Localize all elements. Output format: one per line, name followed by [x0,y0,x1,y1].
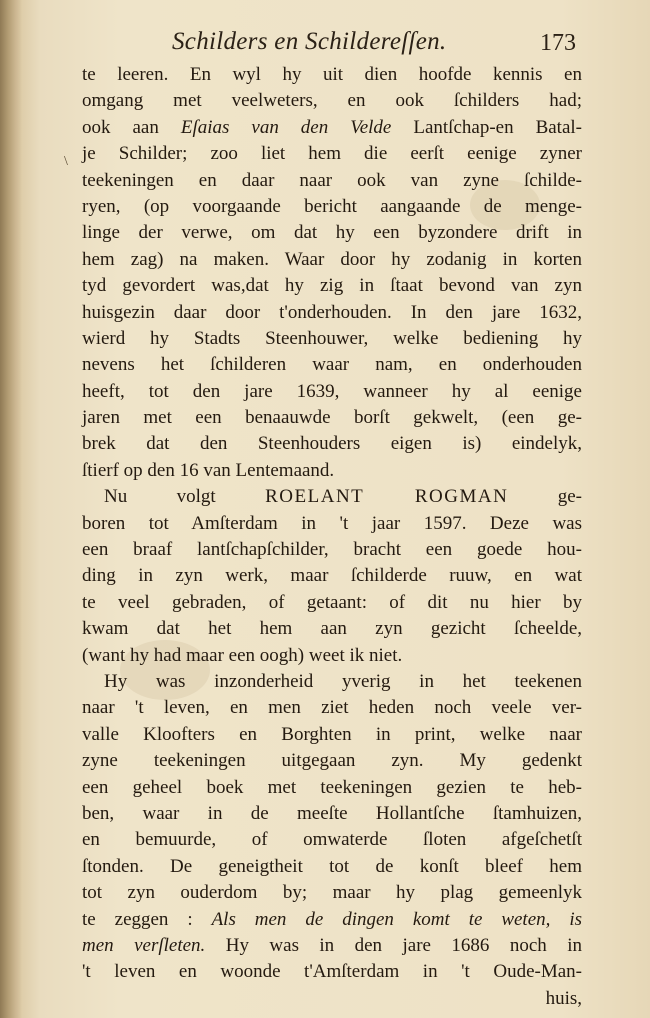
text-line [82,273,582,299]
text-run: en bemuurde, of omwaterde ſloten afgeſchetſt [82,829,582,851]
text-line [82,88,582,114]
text-run: linge der verwe, om dat hy een byzondere drift in [82,222,582,244]
text-run: brek dat den Steenhouders eigen is) eindelyk, [82,433,582,455]
italic-text-run: men verſleten. [82,934,206,956]
text-run: heeft, tot den jare 1639, wanneer hy al eenige [82,380,582,402]
text-line [82,563,582,589]
page-number: 173 [540,30,576,56]
text-run: te veel gebraden, of getaant: of dit nu hier by [82,591,582,613]
text-run: nevens het ſchilderen waar nam, en onderhouden [82,354,582,376]
text-run: Hy was in den jare 1686 noch in [205,934,582,956]
text-line [82,379,582,405]
text-run: hem zag) na maken. Waar door hy zodanig in korten [82,248,582,270]
italic-text-run: Als men de dingen komt te weten, is [211,908,582,930]
italic-text-run: Eſaias van den Velde [180,116,392,138]
text-line [82,405,582,431]
text-run: wierd hy Stadts Steenhouwer, welke bediening hy [82,327,582,349]
text-run: naar 't leven, en men ziet heden noch veele ver- [82,697,582,719]
text-run: teekeningen en daar naar ook van zyne ſchilde- [82,169,582,191]
text-line [82,194,582,220]
text-line [82,326,582,352]
text-line [82,827,582,853]
text-line [82,590,582,616]
text-line [82,854,582,880]
body-text [82,62,582,1012]
text-line [82,247,582,273]
text-run: ge- [508,486,582,508]
text-run: een braaf lantſchapſchilder, bracht een goede hou- [82,539,582,561]
text-line [82,880,582,906]
text-run: Hy was inzonderheid yverig in het teekenen [104,670,582,692]
text-run: tot zyn ouderdom by; maar hy plag gemeenlyk [82,882,582,904]
smallcaps-name: ROELANT ROGMAN [265,486,509,508]
text-line [82,168,582,194]
text-line [82,748,582,774]
text-line [82,537,582,563]
running-title: Schilders en Schildereſſen. [172,28,447,55]
text-run: zyne teekeningen uitgegaan zyn. My gedenkt [82,750,582,772]
text-line [82,431,582,457]
page-header [96,28,576,64]
text-line [82,669,582,695]
text-run: je Schilder; zoo liet hem die eerſt eenige zyner [82,143,582,165]
text-run: Lantſchap-en Batal- [391,116,582,138]
text-line [82,643,582,669]
text-run: ding in zyn werk, maar ſchilderde ruuw, en wat [82,565,582,587]
text-run: ryen, (op voorgaande bericht aangaande de menge- [82,195,582,217]
text-line [82,511,582,537]
text-run: jaren met een benaauwde borſt gekwelt, (een ge- [82,407,582,429]
text-line [82,352,582,378]
text-run: tyd gevordert was,dat hy zig in ſtaat bevond van zyn [82,275,582,297]
text-line [82,220,582,246]
text-run: kwam dat het hem aan zyn gezicht ſcheelde, [82,618,582,640]
text-run: huisgezin daar door t'onderhouden. In den jare 1632, [82,301,582,323]
text-line [82,300,582,326]
text-run: Nu volgt [104,486,266,508]
text-run: omgang met veelweters, en ook ſchilders had; [82,90,582,112]
margin-mark: \ [64,154,68,169]
text-line [82,695,582,721]
text-line [82,484,582,510]
text-line [82,986,582,1012]
text-run: 't leven en woonde t'Amſterdam in 't Oude-Man- [82,961,582,983]
text-line [82,616,582,642]
text-run: ſtonden. De geneigtheit tot de konſt bleef hem [82,855,582,877]
text-run: huis, [545,987,582,1009]
text-line [82,933,582,959]
page-gutter [0,0,22,1018]
text-run: te zeggen : [82,908,212,930]
text-run: boren tot Amſterdam in 't jaar 1597. Deze was [82,512,582,534]
text-line [82,722,582,748]
text-run: te leeren. En wyl hy uit dien hoofde kennis en [82,64,582,85]
text-line [82,115,582,141]
text-line [82,959,582,985]
text-run: ben, waar in de meeſte Hollantſche ſtamhuizen, [82,802,582,824]
text-line [82,62,582,88]
text-line [82,907,582,933]
text-run: (want hy had maar een oogh) weet ik niet. [82,644,403,666]
text-run: een geheel boek met teekeningen gezien te heb- [82,776,582,798]
text-line [82,775,582,801]
text-line [82,801,582,827]
text-line [82,141,582,167]
text-line [82,458,582,484]
text-run: ook aan [82,116,181,138]
text-run: ſtierf op den 16 van Lentemaand. [82,459,335,481]
text-run: valle Kloofters en Borghten in print, welke naar [82,723,582,745]
